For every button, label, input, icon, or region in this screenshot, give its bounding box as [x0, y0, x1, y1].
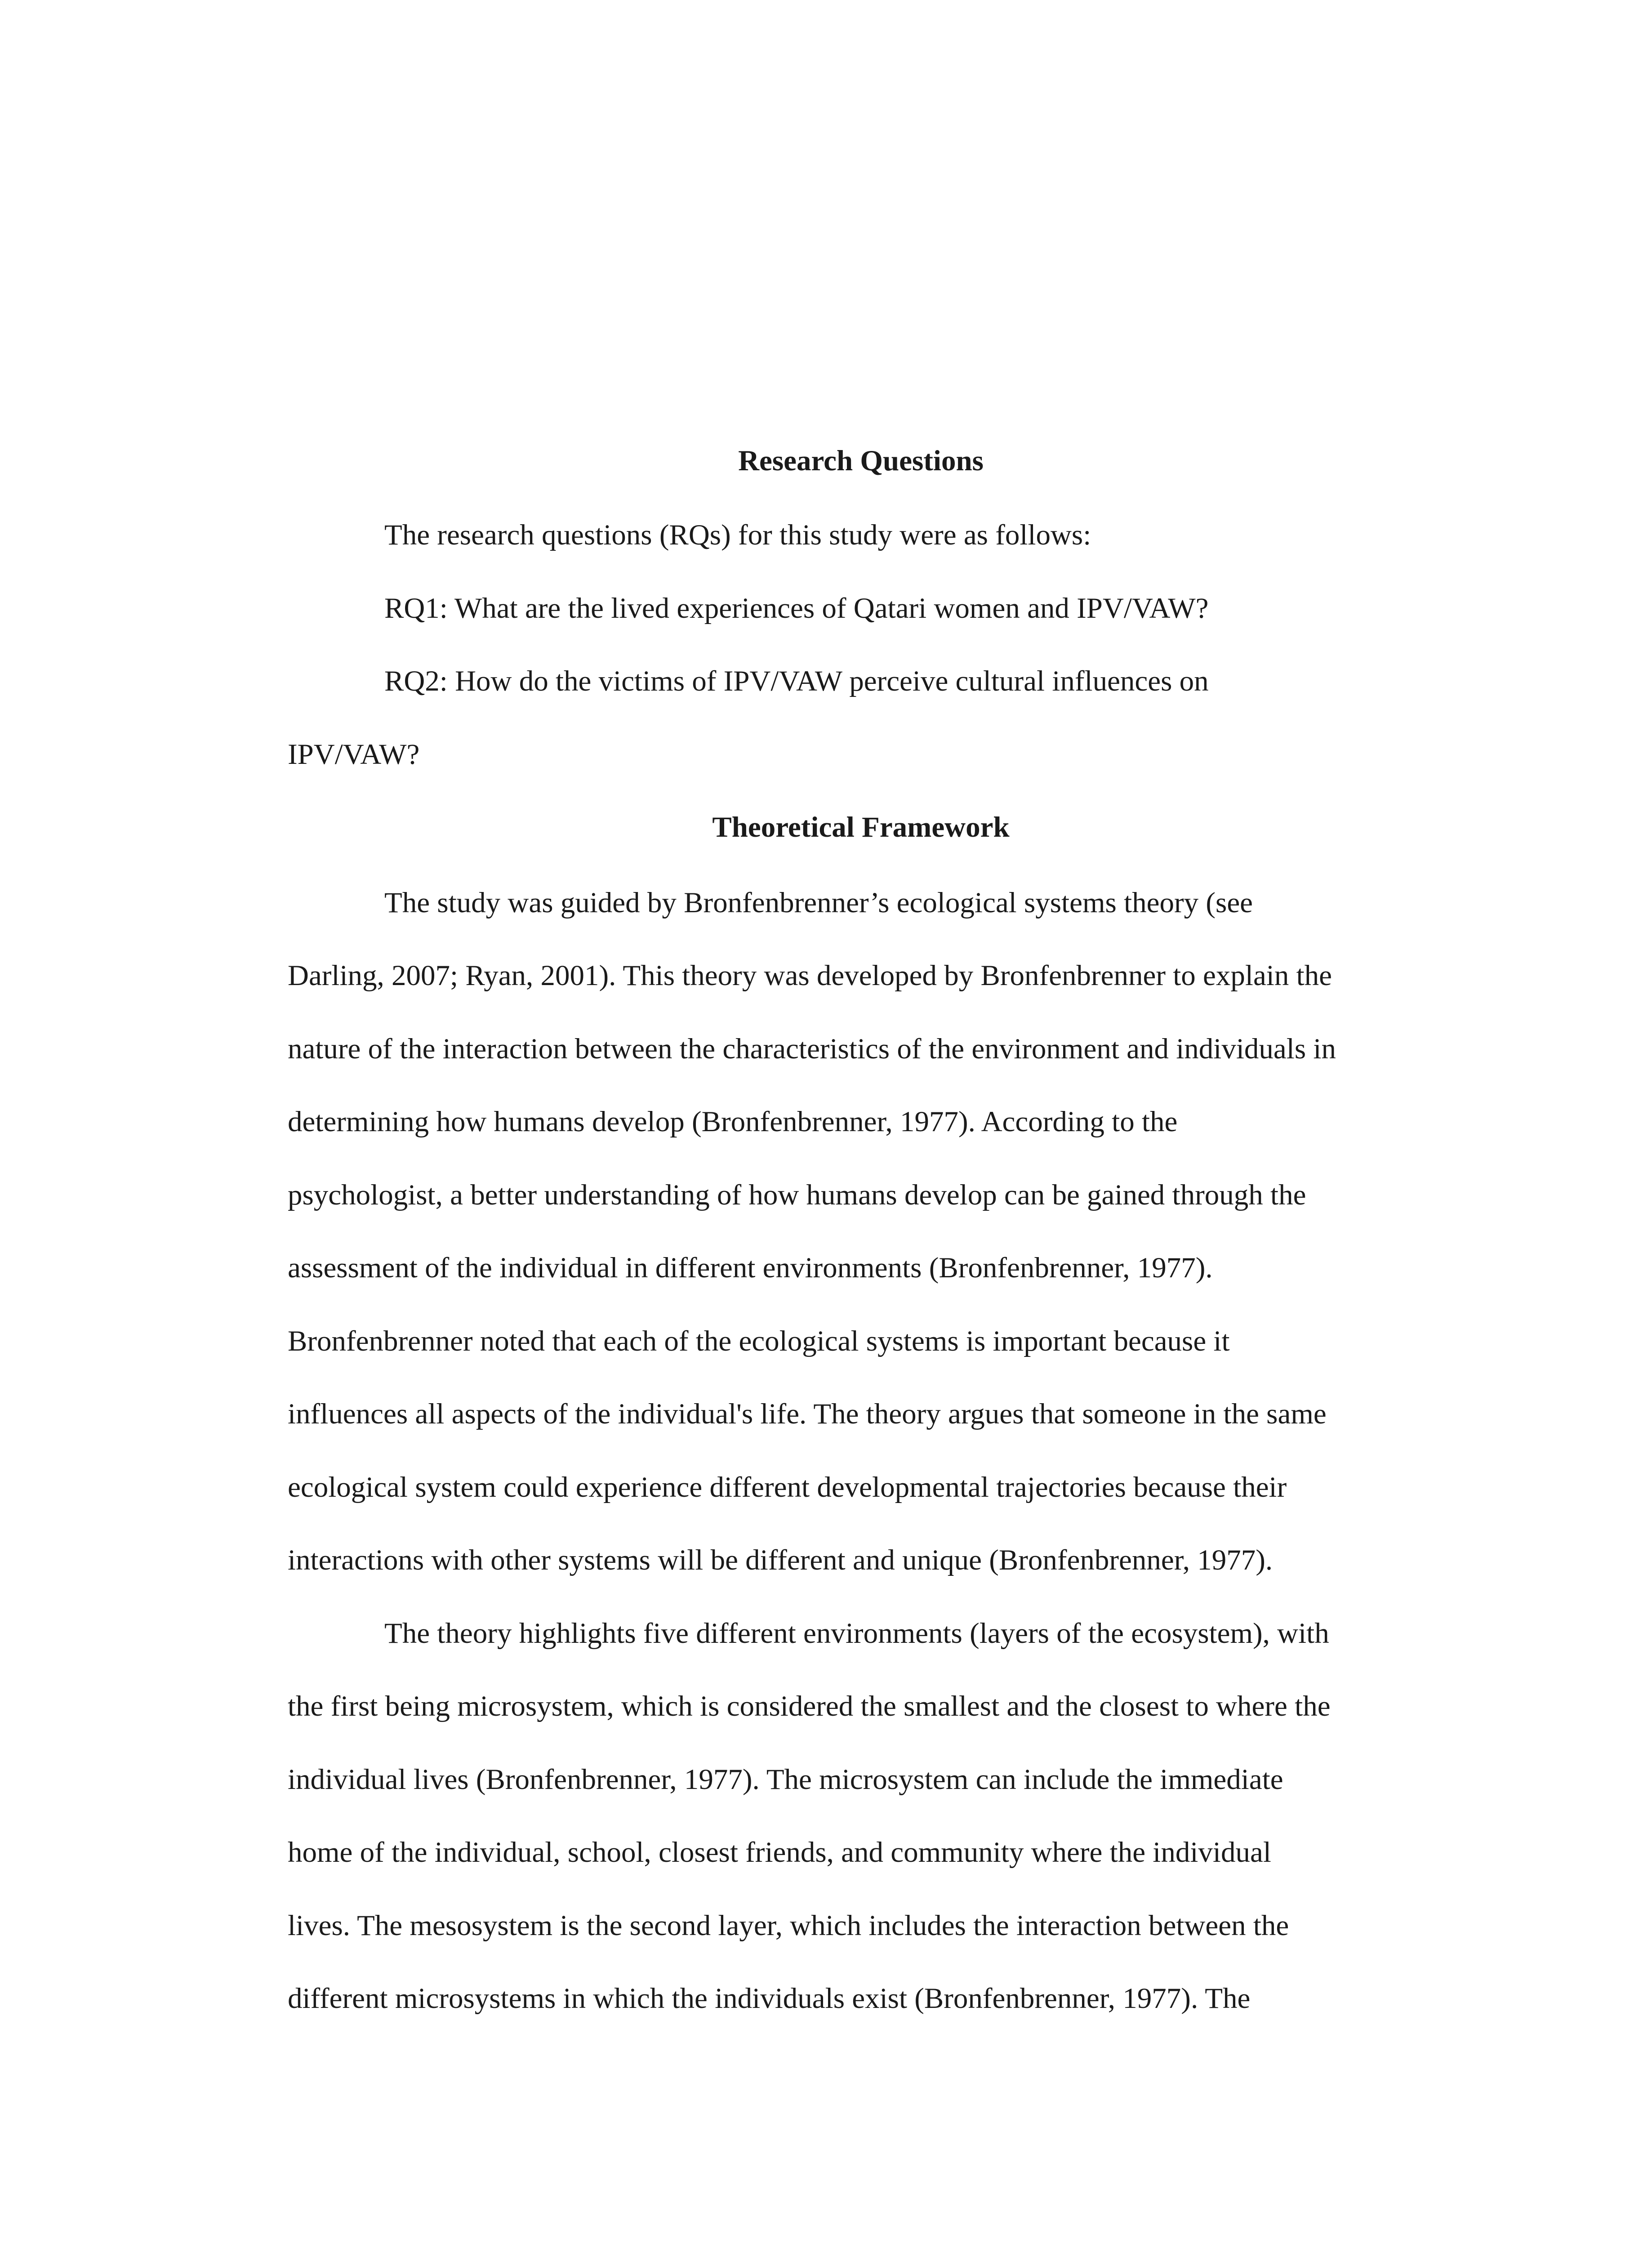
paragraph1-line: determining how humans develop (Bronfenbrenner, 1977). According to the: [288, 1106, 1178, 1138]
rq2-line: RQ2: How do the victims of IPV/VAW perceive cultural influences on: [384, 665, 1209, 697]
paragraph2-line: home of the individual, school, closest friends, and community where the individual: [288, 1836, 1271, 1869]
rq2-line-continued: IPV/VAW?: [288, 738, 420, 771]
paragraph1-line: Bronfenbrenner noted that each of the ecological systems is important because it: [288, 1325, 1230, 1357]
paragraph2-line: the first being microsystem, which is considered the smallest and the closest to where the: [288, 1690, 1331, 1722]
paragraph1-line: psychologist, a better understanding of how humans develop can be gained through the: [288, 1179, 1306, 1211]
paragraph2-line: individual lives (Bronfenbrenner, 1977). The microsystem can include the immediate: [288, 1763, 1283, 1796]
rq-intro-line: The research questions (RQs) for this study were as follows:: [384, 519, 1091, 551]
paragraph1-line: influences all aspects of the individual's life. The theory argues that someone in the same: [288, 1398, 1327, 1430]
heading-theoretical-framework: Theoretical Framework: [712, 811, 1010, 843]
rq1-line: RQ1: What are the lived experiences of Qatari women and IPV/VAW?: [384, 592, 1209, 624]
paragraph1-line: nature of the interaction between the characteristics of the environment and individuals in: [288, 1033, 1336, 1065]
paragraph1-line: interactions with other systems will be different and unique (Bronfenbrenner, 1977).: [288, 1544, 1273, 1576]
paragraph2-line: lives. The mesosystem is the second layer, which includes the interaction between the: [288, 1909, 1289, 1942]
paragraph2-line: different microsystems in which the individuals exist (Bronfenbrenner, 1977). The: [288, 1982, 1251, 2015]
paragraph1-line: The study was guided by Bronfenbrenner’s ecological systems theory (see: [384, 887, 1253, 919]
paragraph2-line: The theory highlights five different environments (layers of the ecosystem), with: [384, 1617, 1329, 1650]
paragraph1-line: Darling, 2007; Ryan, 2001). This theory was developed by Bronfenbrenner to explain the: [288, 959, 1332, 992]
heading-research-questions: Research Questions: [738, 445, 984, 477]
paragraph1-line: ecological system could experience different developmental trajectories because their: [288, 1471, 1287, 1503]
paragraph1-line: assessment of the individual in different environments (Bronfenbrenner, 1977).: [288, 1252, 1213, 1284]
